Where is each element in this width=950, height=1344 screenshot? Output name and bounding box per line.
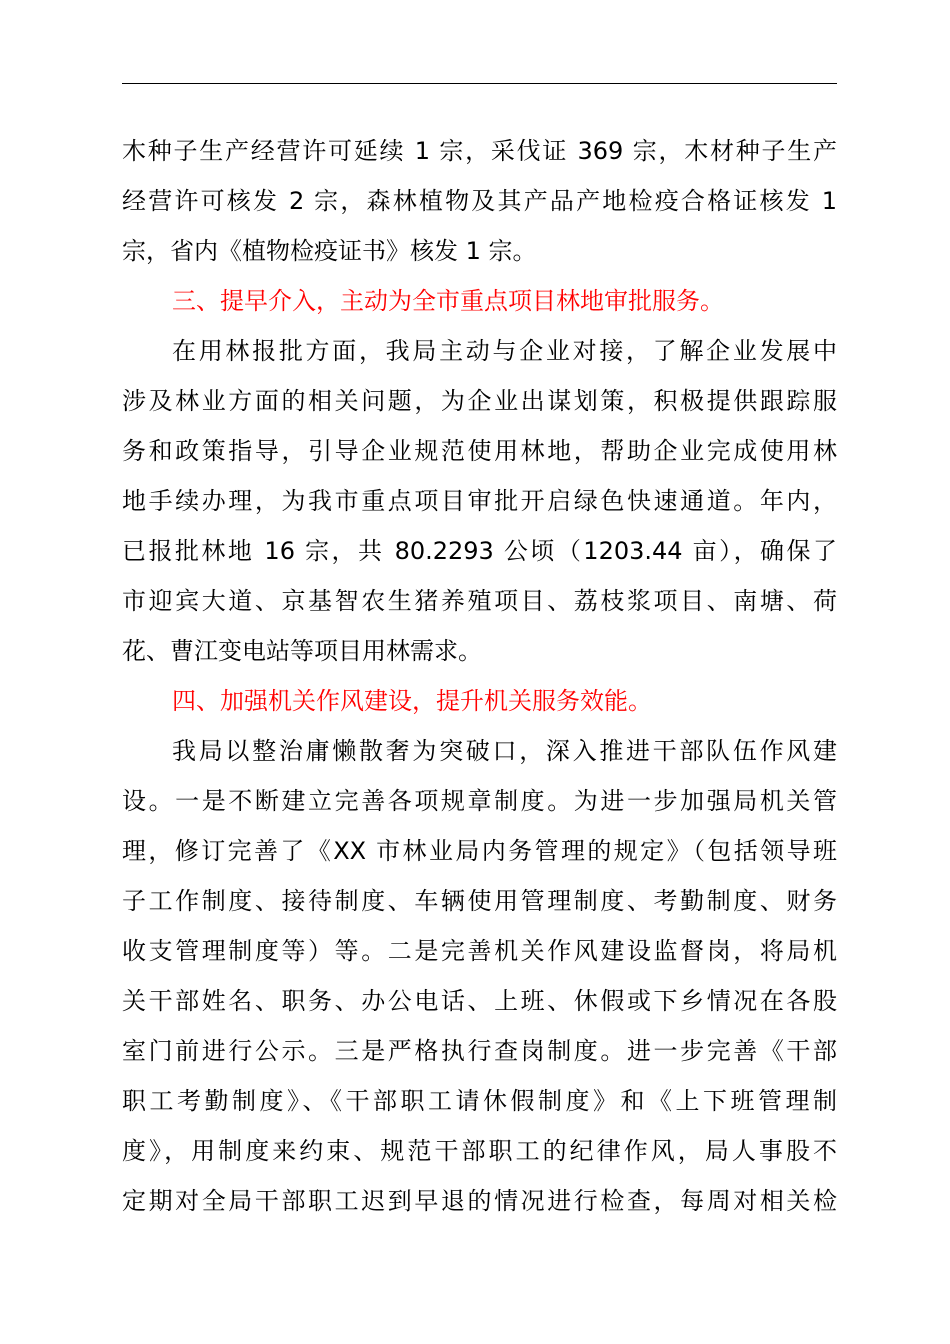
text-line: 收支管理制度等）等。二是完善机关作风建设监督岗，将局机 — [122, 937, 837, 965]
paragraph-land-approval — [122, 326, 837, 676]
text-line: 职工考勤制度》、《干部职工请休假制度》和《上下班管理制 — [122, 1087, 837, 1115]
text-line: 市迎宾大道、京基智农生猪养殖项目、荔枝浆项目、南塘、荷 — [122, 587, 837, 615]
text-line: 我局以整治庸懒散奢为突破口，深入推进干部队伍作风建 — [172, 737, 837, 765]
header-rule — [122, 83, 837, 84]
text-line: 已报批林地 16 宗，共 80.2293 公顷（1203.44 亩），确保了 — [122, 537, 837, 565]
text-line: 理，修订完善了《XX 市林业局内务管理的规定》（包括领导班 — [122, 837, 837, 865]
text-line: 地手续办理，为我市重点项目审批开启绿色快速通道。年内， — [122, 487, 837, 515]
text-line: 木种子生产经营许可延续 1 宗，采伐证 369 宗，木材种子生产 — [122, 137, 837, 165]
text-line: 务和政策指导，引导企业规范使用林地，帮助企业完成使用林 — [122, 437, 837, 465]
heading-line: 三、提早介入，主动为全市重点项目林地审批服务。 — [172, 287, 724, 315]
text-line: 关干部姓名、职务、办公电话、上班、休假或下乡情况在各股 — [122, 987, 837, 1015]
text-line: 子工作制度、接待制度、车辆使用管理制度、考勤制度、财务 — [122, 887, 837, 915]
text-line: 度》，用制度来约束、规范干部职工的纪律作风，局人事股不 — [122, 1137, 837, 1165]
heading-line: 四、加强机关作风建设，提升机关服务效能。 — [172, 687, 652, 715]
text-line: 定期对全局干部职工迟到早退的情况进行检查，每周对相关检 — [122, 1187, 837, 1215]
text-line: 在用林报批方面，我局主动与企业对接，了解企业发展中 — [172, 337, 837, 365]
section-heading-four — [122, 676, 837, 726]
paragraph-permits — [122, 126, 837, 276]
text-line: 室门前进行公示。三是严格执行查岗制度。进一步完善《干部 — [122, 1037, 837, 1065]
text-line: 宗，省内《植物检疫证书》核发 1 宗。 — [122, 237, 537, 265]
document-body — [122, 126, 837, 1226]
paragraph-work-style — [122, 726, 837, 1226]
text-line: 花、曹江变电站等项目用林需求。 — [122, 637, 482, 665]
text-line: 经营许可核发 2 宗，森林植物及其产品产地检疫合格证核发 1 — [122, 187, 837, 215]
text-line: 涉及林业方面的相关问题，为企业出谋划策，积极提供跟踪服 — [122, 387, 837, 415]
text-line: 设。一是不断建立完善各项规章制度。为进一步加强局机关管 — [122, 787, 837, 815]
section-heading-three — [122, 276, 837, 326]
